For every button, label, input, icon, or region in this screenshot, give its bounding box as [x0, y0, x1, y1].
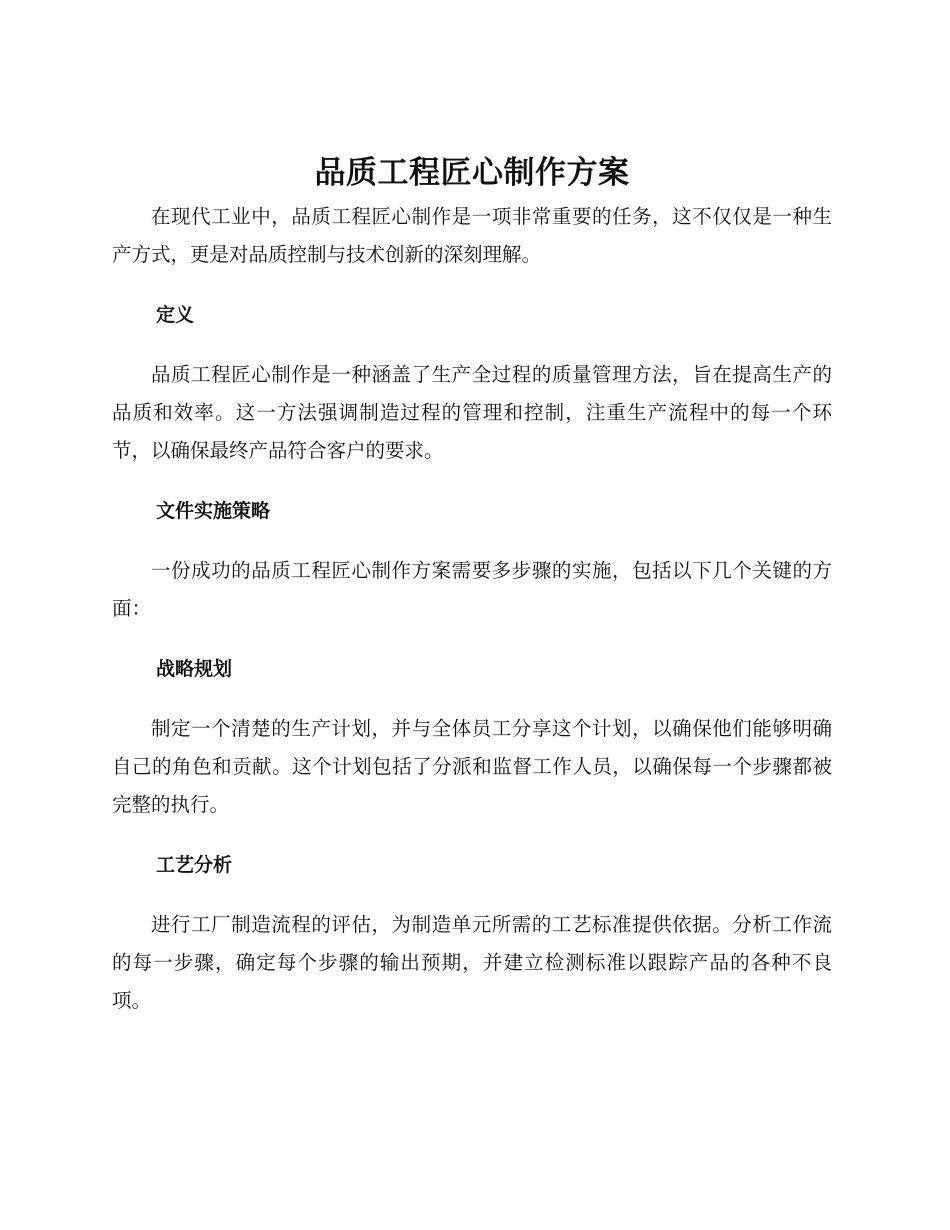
intro-paragraph: 在现代工业中，品质工程匠心制作是一项非常重要的任务，这不仅仅是一种生产方式，更是对品质控制与技术创新的深刻理解。 — [112, 205, 832, 266]
section-body-process-analysis: 进行工厂制造流程的评估，为制造单元所需的工艺标准提供依据。分析工作流的每一步骤，确定每个步骤的输出预期，并建立检测标准以跟踪产品的各种不良项。 — [112, 913, 832, 1012]
document-body — [112, 148, 832, 1020]
document-title: 品质工程匠心制作方案 — [314, 155, 630, 191]
section-heading-implementation-strategy: 文件实施策略 — [156, 500, 271, 522]
section-heading-process-analysis: 工艺分析 — [156, 854, 233, 876]
section-body-implementation-strategy: 一份成功的品质工程匠心制作方案需要多步骤的实施，包括以下几个关键的方面： — [112, 559, 832, 620]
section-heading-definition: 定义 — [156, 304, 195, 326]
section-heading-strategic-planning: 战略规划 — [156, 658, 233, 680]
section-body-strategic-planning: 制定一个清楚的生产计划，并与全体员工分享这个计划，以确保他们能够明确自己的角色和贡献。这个计划包括了分派和监督工作人员，以确保每一个步骤都被完整的执行。 — [112, 717, 832, 816]
section-body-definition: 品质工程匠心制作是一种涵盖了生产全过程的质量管理方法，旨在提高生产的品质和效率。这一方法强调制造过程的管理和控制，注重生产流程中的每一个环节，以确保最终产品符合客户的要求。 — [112, 363, 832, 462]
